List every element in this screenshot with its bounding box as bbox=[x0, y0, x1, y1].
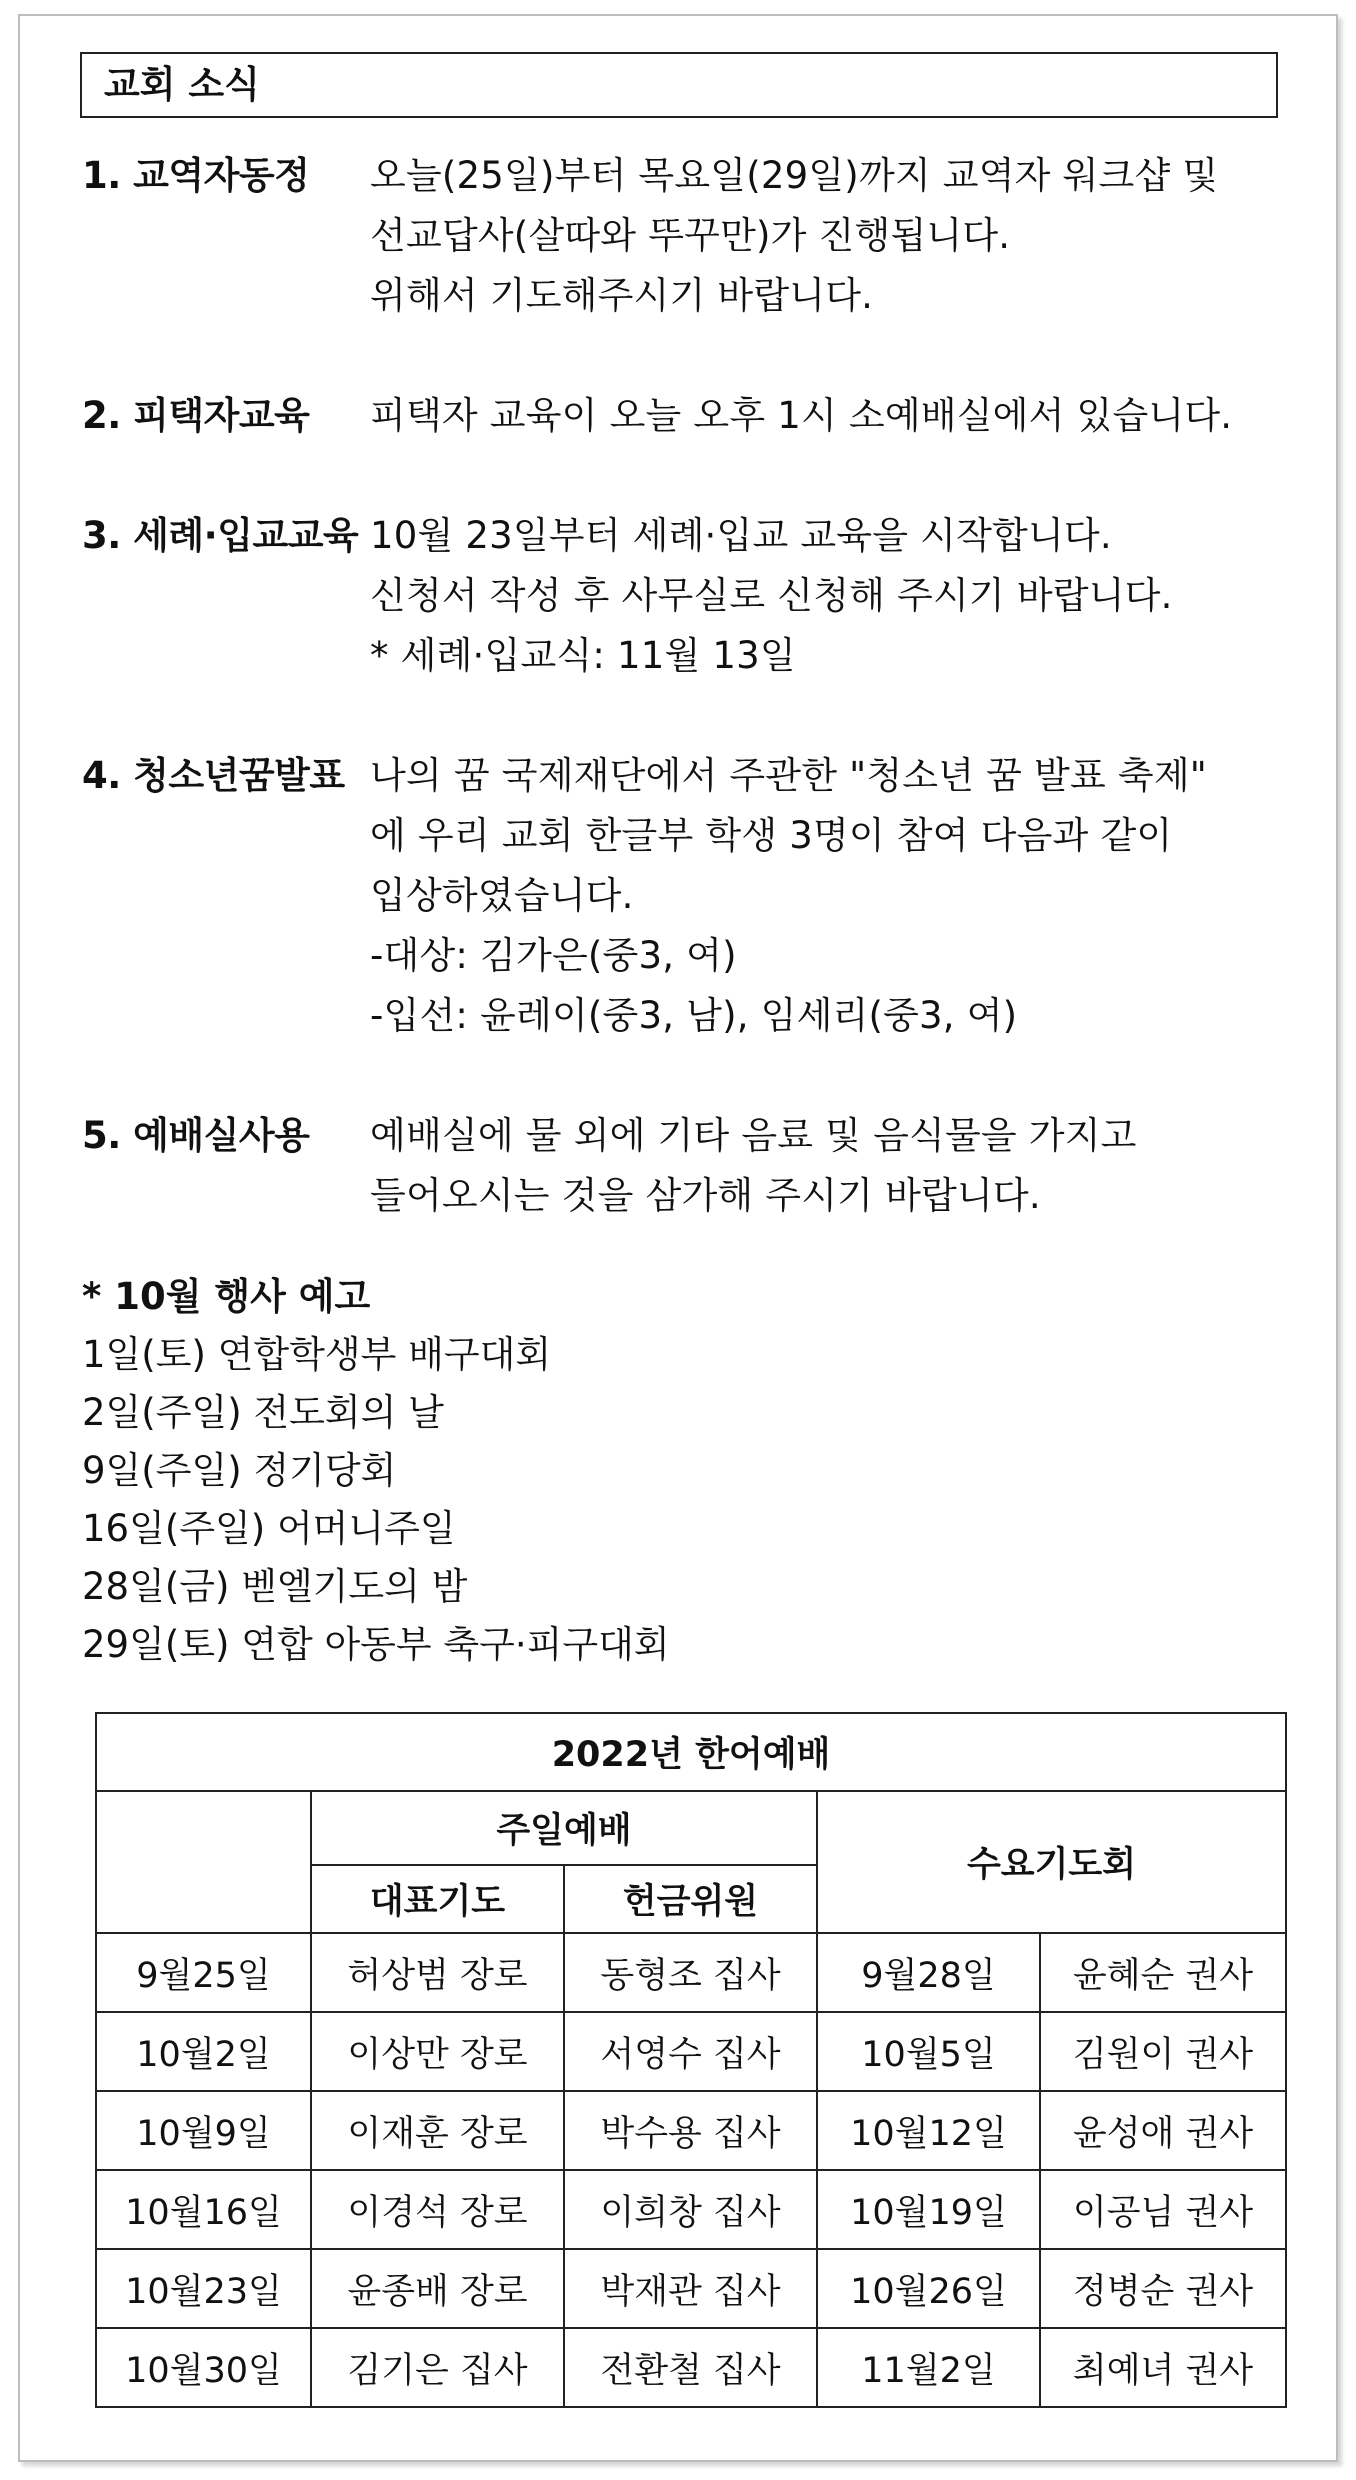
offering-member: 이희창 집사 bbox=[564, 2170, 817, 2249]
news-list bbox=[82, 146, 1282, 1286]
wednesday-date: 10월12일 bbox=[817, 2091, 1040, 2170]
wednesday-date: 11월2일 bbox=[817, 2328, 1040, 2407]
event-item: 28일(금) 벧엘기도의 밤 bbox=[82, 1565, 468, 1608]
sunday-date: 9월25일 bbox=[96, 1933, 311, 2012]
news-line: 들어오시는 것을 삼가해 주시기 바랍니다. bbox=[370, 1174, 1041, 1217]
news-line: 선교답사(살따와 뚜꾸만)가 진행됩니다. bbox=[370, 214, 1011, 257]
table-row bbox=[96, 2012, 1286, 2091]
offering-member: 박재관 집사 bbox=[564, 2249, 817, 2328]
news-label: 2. 피택자교육 bbox=[82, 394, 310, 437]
wednesday-leader: 최예녀 권사 bbox=[1040, 2328, 1286, 2407]
sunday-worship-header: 주일예배 bbox=[311, 1791, 817, 1865]
wednesday-leader: 김원이 권사 bbox=[1040, 2012, 1286, 2091]
events-section bbox=[82, 1268, 1282, 1674]
events-title: * 10월 행사 예고 bbox=[82, 1275, 371, 1318]
wednesday-leader: 윤혜순 권사 bbox=[1040, 1933, 1286, 2012]
news-label: 4. 청소년꿈발표 bbox=[82, 754, 345, 797]
prayer-leader: 이경석 장로 bbox=[311, 2170, 564, 2249]
news-line: 피택자 교육이 오늘 오후 1시 소예배실에서 있습니다. bbox=[370, 394, 1233, 437]
event-item: 9일(주일) 정기당회 bbox=[82, 1449, 397, 1492]
news-line: 에 우리 교회 한글부 학생 3명이 참여 다음과 같이 bbox=[370, 814, 1173, 857]
section-title: 교회 소식 bbox=[80, 52, 1278, 118]
news-line: 입상하였습니다. bbox=[370, 874, 634, 917]
offering-member: 전환철 집사 bbox=[564, 2328, 817, 2407]
news-item bbox=[82, 386, 1282, 446]
news-body bbox=[370, 746, 1282, 1046]
offering-committee-header: 헌금위원 bbox=[564, 1865, 817, 1933]
prayer-leader: 김기은 집사 bbox=[311, 2328, 564, 2407]
news-item bbox=[82, 1106, 1282, 1226]
sunday-date: 10월23일 bbox=[96, 2249, 311, 2328]
news-line: 신청서 작성 후 사무실로 신청해 주시기 바랍니다. bbox=[370, 574, 1173, 617]
prayer-leader: 이재훈 장로 bbox=[311, 2091, 564, 2170]
prayer-leader: 윤종배 장로 bbox=[311, 2249, 564, 2328]
news-line: * 세례·입교식: 11월 13일 bbox=[370, 634, 796, 677]
table-row bbox=[96, 2249, 1286, 2328]
table-caption: 2022년 한어예배 bbox=[96, 1713, 1286, 1791]
wednesday-date: 10월26일 bbox=[817, 2249, 1040, 2328]
wednesday-date: 10월19일 bbox=[817, 2170, 1040, 2249]
prayer-leader: 허상범 장로 bbox=[311, 1933, 564, 2012]
news-line: 위해서 기도해주시기 바랍니다. bbox=[370, 274, 874, 317]
wednesday-leader: 정병순 권사 bbox=[1040, 2249, 1286, 2328]
news-body bbox=[370, 146, 1282, 326]
news-item bbox=[82, 146, 1282, 326]
table-row bbox=[96, 2091, 1286, 2170]
news-line: 10월 23일부터 세례·입교 교육을 시작합니다. bbox=[370, 514, 1112, 557]
table-row bbox=[96, 2170, 1286, 2249]
prayer-leader: 이상만 장로 bbox=[311, 2012, 564, 2091]
news-label: 1. 교역자동정 bbox=[82, 154, 310, 197]
wednesday-leader: 윤성애 권사 bbox=[1040, 2091, 1286, 2170]
wednesday-date: 10월5일 bbox=[817, 2012, 1040, 2091]
offering-member: 서영수 집사 bbox=[564, 2012, 817, 2091]
sunday-date: 10월16일 bbox=[96, 2170, 311, 2249]
event-item: 2일(주일) 전도회의 날 bbox=[82, 1391, 444, 1434]
news-item bbox=[82, 746, 1282, 1046]
event-item: 1일(토) 연합학생부 배구대회 bbox=[82, 1333, 552, 1376]
wednesday-prayer-header: 수요기도회 bbox=[817, 1791, 1286, 1933]
news-item bbox=[82, 506, 1282, 686]
news-line: -대상: 김가은(중3, 여) bbox=[370, 934, 737, 977]
representative-prayer-header: 대표기도 bbox=[311, 1865, 564, 1933]
news-label: 3. 세례·입교교육 bbox=[82, 514, 359, 557]
news-line: 나의 꿈 국제재단에서 주관한 "청소년 꿈 발표 축제" bbox=[370, 754, 1208, 797]
news-label: 5. 예배실사용 bbox=[82, 1114, 310, 1157]
event-item: 29일(토) 연합 아동부 축구·피구대회 bbox=[82, 1623, 670, 1666]
table-row bbox=[96, 2328, 1286, 2407]
wednesday-date: 9월28일 bbox=[817, 1933, 1040, 2012]
news-body bbox=[370, 1106, 1282, 1226]
event-item: 16일(주일) 어머니주일 bbox=[82, 1507, 456, 1550]
offering-member: 동형조 집사 bbox=[564, 1933, 817, 2012]
worship-schedule-table bbox=[95, 1712, 1287, 2408]
news-line: 오늘(25일)부터 목요일(29일)까지 교역자 워크샵 및 bbox=[370, 154, 1219, 197]
offering-member: 박수용 집사 bbox=[564, 2091, 817, 2170]
news-line: 예배실에 물 외에 기타 음료 및 음식물을 가지고 bbox=[370, 1114, 1137, 1157]
news-line: -입선: 윤레이(중3, 남), 임세리(중3, 여) bbox=[370, 994, 1018, 1037]
news-body bbox=[370, 386, 1282, 446]
table-corner-cell bbox=[96, 1791, 311, 1933]
news-body bbox=[370, 506, 1282, 686]
sunday-date: 10월30일 bbox=[96, 2328, 311, 2407]
wednesday-leader: 이공님 권사 bbox=[1040, 2170, 1286, 2249]
table-row bbox=[96, 1933, 1286, 2012]
sunday-date: 10월2일 bbox=[96, 2012, 311, 2091]
sunday-date: 10월9일 bbox=[96, 2091, 311, 2170]
